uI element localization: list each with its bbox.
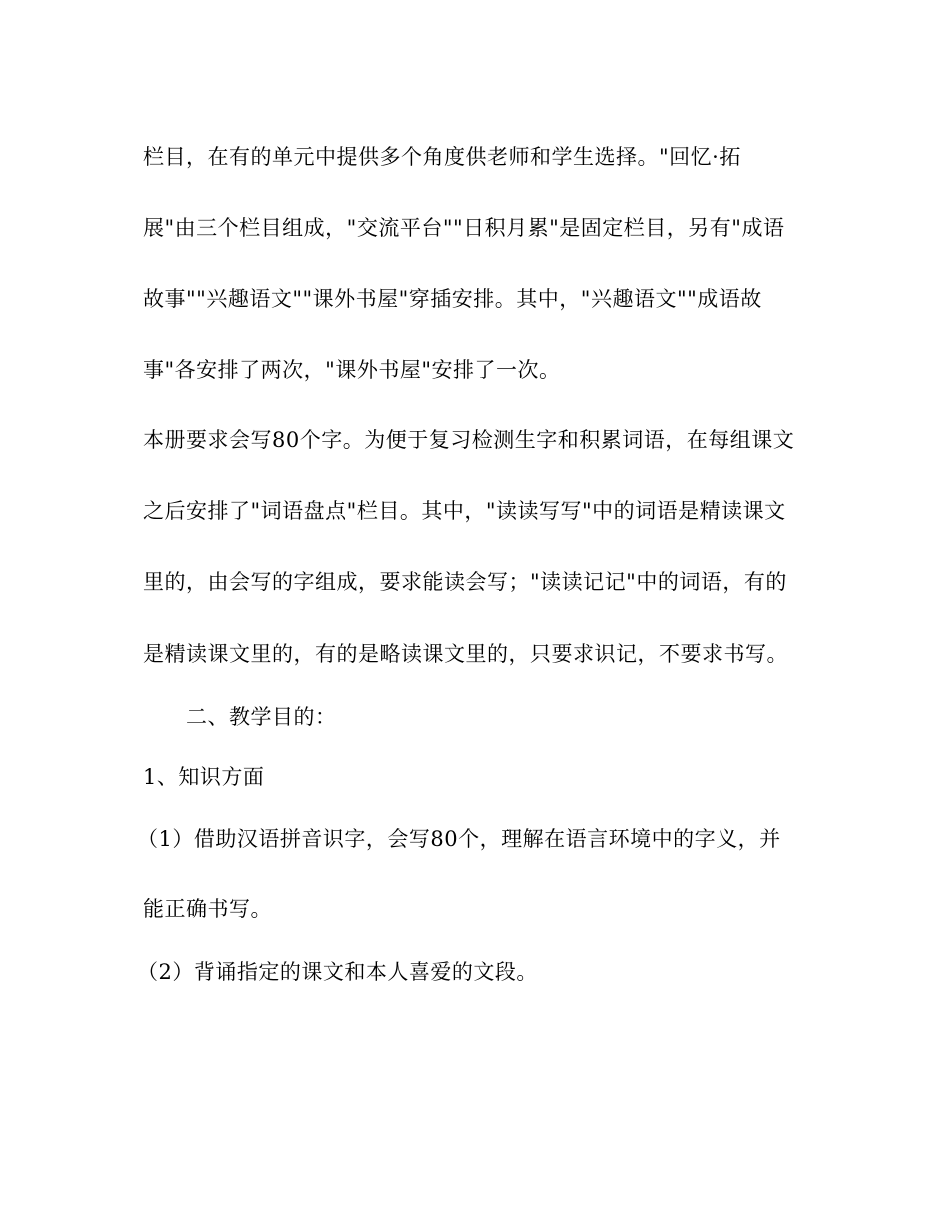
section-heading: 二、教学目的： [186,705,337,729]
paragraph-line: 栏目，在有的单元中提供多个角度供老师和学生选择。"回忆·拓 [143,145,741,169]
paragraph-line: 展"由三个栏目组成，"交流平台""日积月累"是固定栏目，另有"成语 [143,216,785,240]
list-item: （2）背诵指定的课文和本人喜爱的文段。 [137,960,538,984]
list-item: （1）借助汉语拼音识字，会写80个，理解在语言环境中的字义，并 [137,827,781,851]
subsection-heading: 1、知识方面 [143,765,265,789]
paragraph-line: 故事""兴趣语文""课外书屋"穿插安排。其中，"兴趣语文""成语故 [143,287,762,311]
paragraph-line: 本册要求会写80个字。为便于复习检测生字和积累词语，在每组课文 [143,428,795,452]
paragraph-line: 之后安排了"词语盘点"栏目。其中，"读读写写"中的词语是精读课文 [143,499,786,523]
paragraph-line: 事"各安排了两次，"课外书屋"安排了一次。 [143,358,561,382]
paragraph-line: 里的，由会写的字组成，要求能读会写；"读读记记"中的词语，有的 [143,570,787,594]
list-item-continuation: 能正确书写。 [143,897,272,921]
paragraph-line: 是精读课文里的，有的是略读课文里的，只要求识记，不要求书写。 [143,642,788,666]
